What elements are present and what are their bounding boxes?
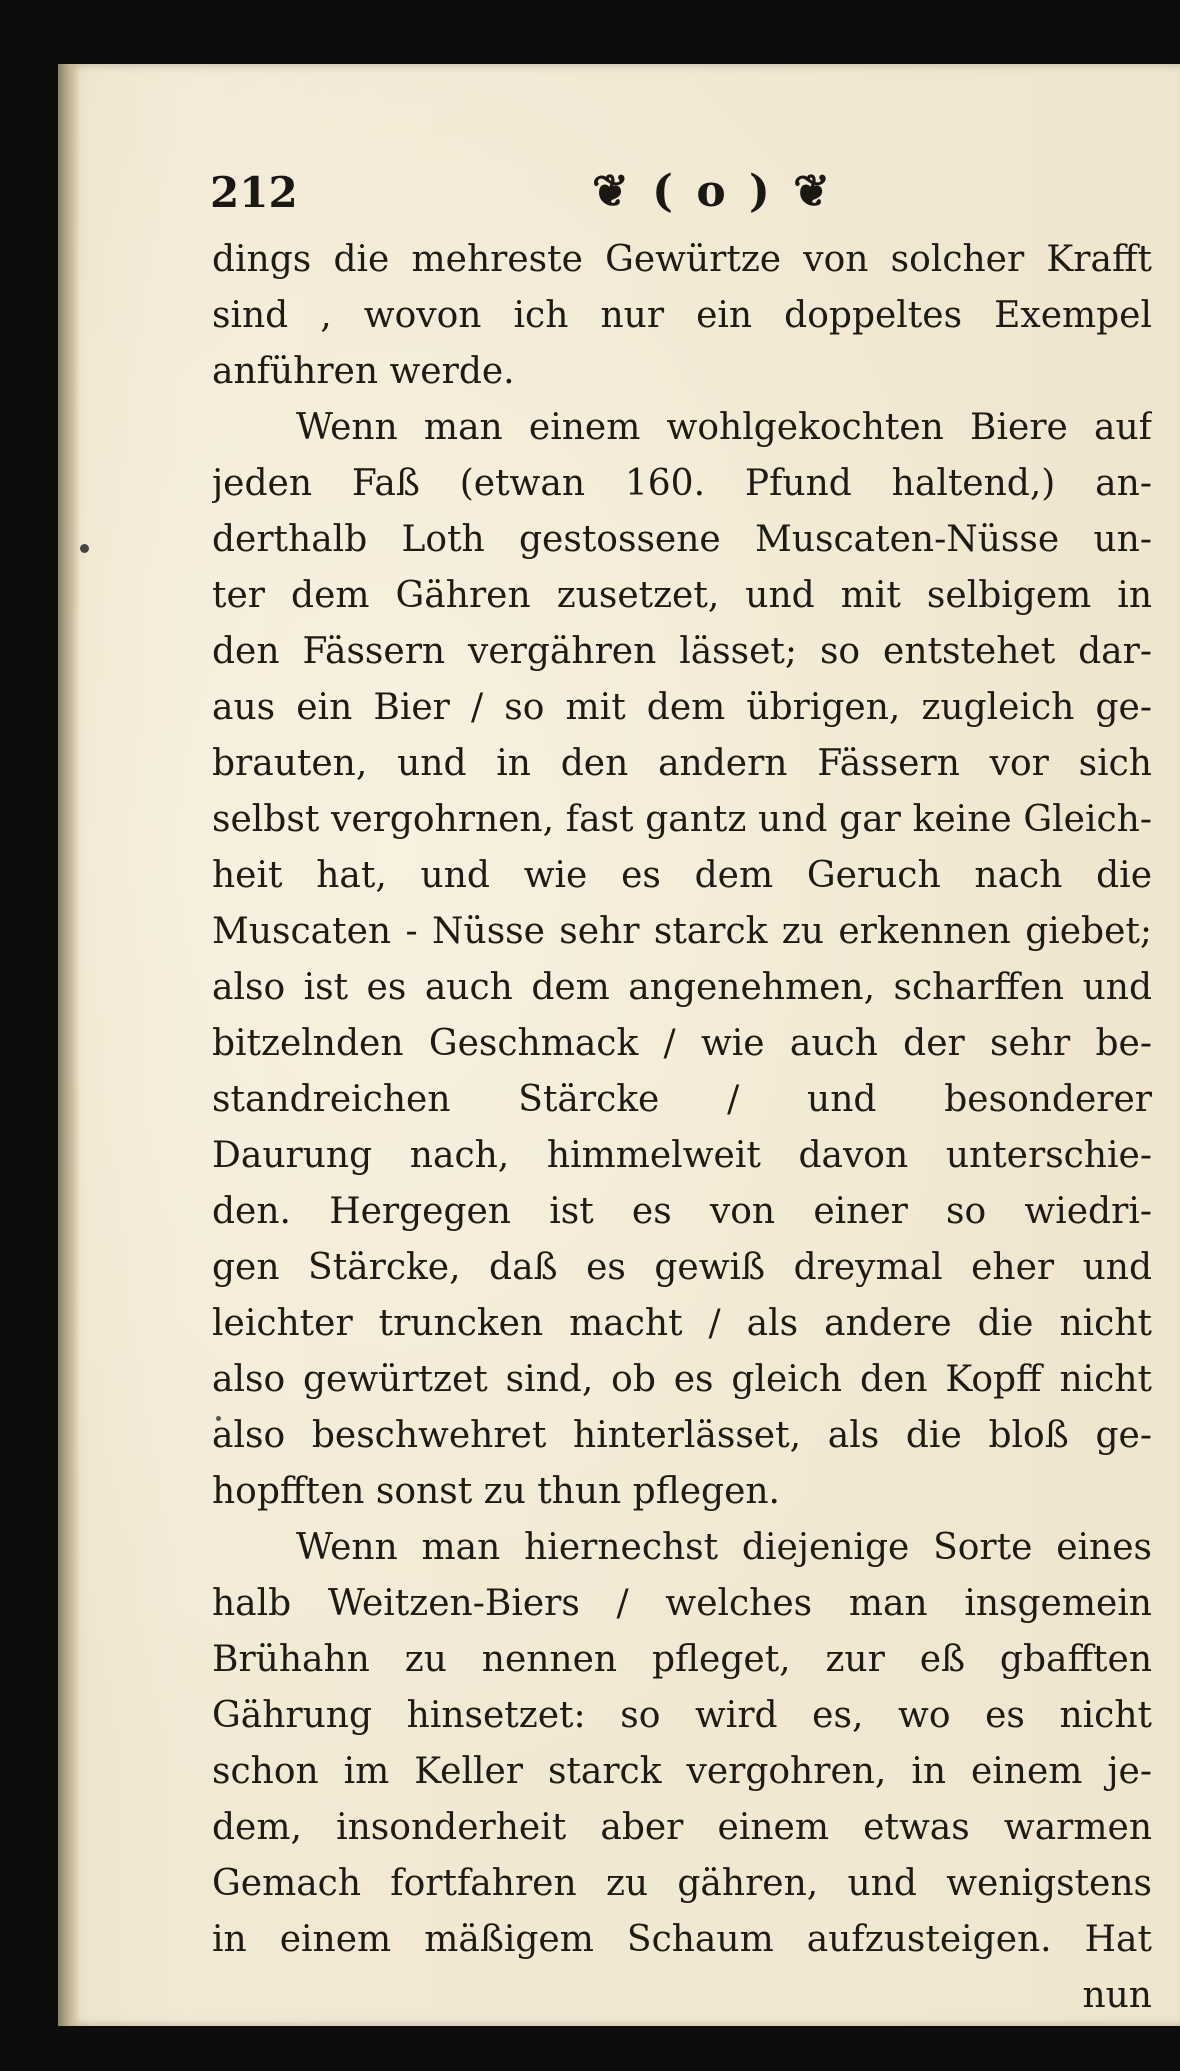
text-line: gen Stärcke, daß es gewiß dreymal eher und [212, 1247, 1152, 1288]
text-line: bitzelnden Geschmack / wie auch der sehr be- [212, 1023, 1152, 1064]
paragraph-start-line: Wenn man einem wohlgekochten Biere auf [296, 407, 1152, 448]
text-line: Daurung nach, himmelweit davon unterschie- [212, 1135, 1152, 1176]
text-line: Muscaten - Nüsse sehr starck zu erkennen giebet; [212, 911, 1152, 952]
text-line: brauten, und in den andern Fässern vor sich [212, 743, 1152, 784]
text-line: dings die mehreste Gewürtze von solcher Krafft [212, 239, 1152, 280]
text-line: jeden Faß (etwan 160. Pfund haltend,) an- [212, 463, 1152, 504]
text-line: heit hat, und wie es dem Geruch nach die [212, 855, 1152, 896]
text-line: hopfften sonst zu thun pflegen. [212, 1471, 781, 1512]
text-line: standreichen Stärcke / und besonderer [212, 1079, 1152, 1120]
text-line: Brühahn zu nennen pfleget, zur eß gbafften [212, 1639, 1152, 1680]
text-line: den. Hergegen ist es von einer so wiedri- [212, 1191, 1152, 1232]
text-line: Gährung hinsetzet: so wird es, wo es nicht [212, 1695, 1152, 1736]
text-line: selbst vergohrnen, fast gantz und gar keine Gleich- [212, 799, 1152, 840]
text-line: leichter truncken macht / als andere die nicht [212, 1303, 1152, 1344]
text-line: sind , wovon ich nur ein doppeltes Exempel [212, 295, 1152, 336]
text-line: anführen werde. [212, 351, 515, 392]
text-line: also gewürtzet sind, ob es gleich den Kopff nicht [212, 1359, 1152, 1400]
text-line: halb Weitzen-Biers / welches man insgemein [212, 1583, 1152, 1624]
text-line: ter dem Gähren zusetzet, und mit selbigem in [212, 575, 1152, 616]
text-line: aus ein Bier / so mit dem übrigen, zugleich ge- [212, 687, 1152, 728]
text-line: dem, insonderheit aber einem etwas warmen [212, 1807, 1152, 1848]
paragraph-start-line: Wenn man hiernechst diejenige Sorte eines [296, 1527, 1152, 1568]
text-line: derthalb Loth gestossene Muscaten-Nüsse un- [212, 519, 1152, 560]
catchword: nun [1082, 1975, 1152, 2016]
text-line: in einem mäßigem Schaum aufzusteigen. Hat [212, 1919, 1152, 1960]
text-line: Gemach fortfahren zu gähren, und wenigstens [212, 1863, 1152, 1904]
page-header [210, 168, 870, 232]
ink-speck [80, 544, 89, 553]
page-edge-shadow [58, 64, 80, 2026]
text-line: also ist es auch dem angenehmen, scharffen und [212, 967, 1152, 1008]
body-text [212, 232, 1152, 2024]
text-line: den Fässern vergähren lässet; so entstehet dar- [212, 631, 1152, 672]
text-line: also beschwehret hinterlässet, als die bloß ge- [212, 1415, 1152, 1456]
text-line: schon im Keller starck vergohren, in einem je- [212, 1751, 1152, 1792]
running-head-ornament: ❦ ( o ) ❦ [592, 166, 834, 217]
page-number: 212 [210, 168, 298, 217]
